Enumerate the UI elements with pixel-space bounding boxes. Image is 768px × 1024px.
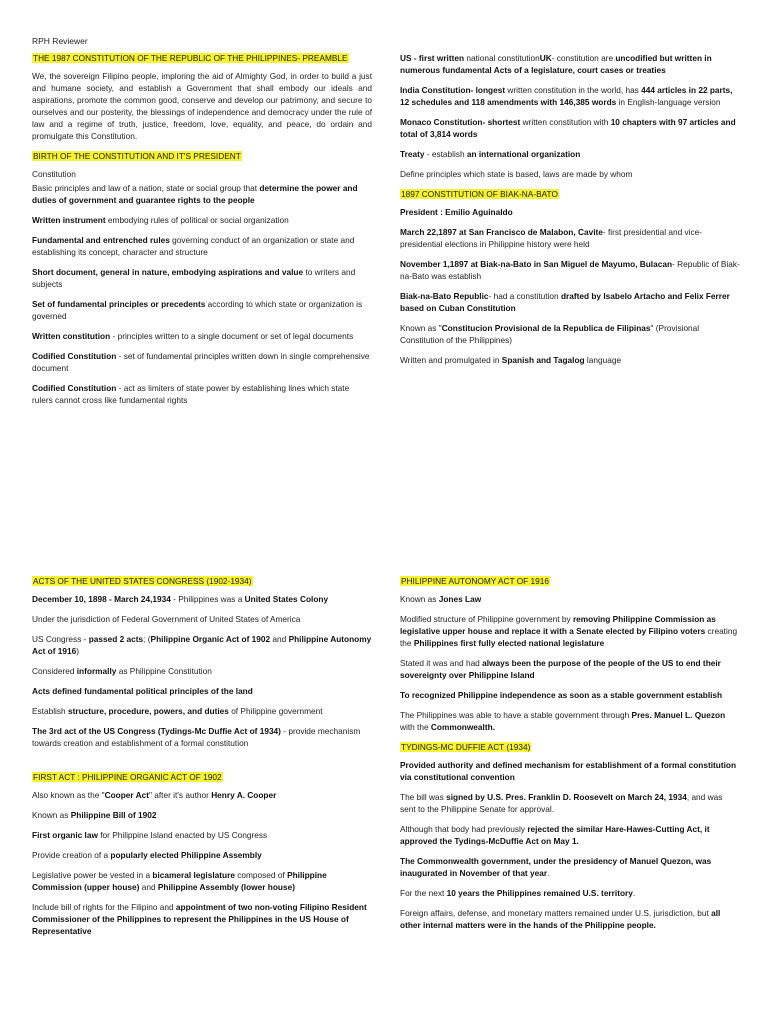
paragraph xyxy=(32,182,372,206)
text-run: to writers and subjects xyxy=(32,267,356,290)
paragraph xyxy=(400,855,740,879)
text-run: Basic principles and law of a nation, state or social group that xyxy=(32,183,260,194)
paragraph xyxy=(32,685,372,697)
highlighted-heading-text: TYDINGS-MC DUFFIE ACT (1934) xyxy=(401,742,531,753)
paragraph xyxy=(400,226,740,250)
bold-text: Spanish and Tagalog xyxy=(501,355,585,366)
text-run: Foreign affairs, defense, and monetary matters remained under U.S. jurisdiction, but xyxy=(400,908,712,919)
paragraph xyxy=(400,593,740,605)
bold-text: Short document, general in nature, embodying aspirations and value xyxy=(32,267,304,278)
paragraph xyxy=(400,290,740,314)
text-run: embodying rules of political or social organization xyxy=(105,215,289,226)
bold-text: Treaty xyxy=(400,149,425,160)
text-run: The Philippines was able to have a stable government through xyxy=(400,710,632,721)
text-run: - set of fundamental principles written down in single comprehensive document xyxy=(32,351,370,374)
bold-text: uncodified but written in numerous fundamental Acts of a legislature, court cases or treaties xyxy=(400,53,712,76)
bold-text: First organic law xyxy=(32,830,98,841)
bold-text: rejected the similar Hare-Hawes-Cutting Act, it approved the Tydings-McDuffie Act on May 1. xyxy=(400,824,710,847)
bold-text: Set of fundamental principles or precedents xyxy=(32,299,206,310)
text-run: For the next xyxy=(400,888,447,899)
text-run: - had a constitution xyxy=(488,291,561,302)
bold-text: Philippine Commission (upper house) xyxy=(32,870,327,893)
text-run: and xyxy=(139,882,158,893)
bold-text: popularly elected Philippine Assembly xyxy=(110,850,262,861)
text-run: Known as xyxy=(400,594,439,605)
highlighted-heading-text: PHILIPPINE AUTONOMY ACT OF 1916 xyxy=(401,576,550,586)
bold-text: 10 years the Philippines remained U.S. territory xyxy=(446,888,633,899)
paragraph xyxy=(400,116,740,140)
paragraph xyxy=(32,382,372,406)
highlighted-heading-text: FIRST ACT : PHILIPPINE ORGANIC ACT OF 1902 xyxy=(33,772,222,783)
bold-text: March 22,1897 at San Francisco de Malabon, Cavite xyxy=(400,227,603,238)
text-run: . xyxy=(547,868,550,879)
text-run: written constitution with xyxy=(520,117,611,128)
text-run: US Congress - xyxy=(32,634,89,645)
bold-text: informally xyxy=(76,666,117,677)
bold-text: India Constitution- longest xyxy=(400,85,506,96)
bold-text: US - first written xyxy=(400,53,465,63)
paragraph xyxy=(32,168,372,180)
bold-text: signed by U.S. Pres. Franklin D. Roosevelt on March 24, 1934 xyxy=(446,792,687,803)
paragraph xyxy=(400,823,740,847)
bold-text: December 10, 1898 - March 24,1934 xyxy=(32,594,171,605)
text-run: , and was sent to the Philippine Senate for approval. xyxy=(400,792,723,815)
text-run: Provide creation of a xyxy=(32,850,111,861)
paragraph xyxy=(400,689,740,701)
section-heading xyxy=(400,741,740,753)
text-run: governing conduct of an organization or state and establishing its concept, character and structure xyxy=(32,235,355,258)
text-run: ) xyxy=(76,646,80,657)
text-run: Establish xyxy=(32,706,68,717)
section-heading xyxy=(32,771,372,783)
text-run: Known as " xyxy=(400,323,442,334)
text-run: creating the xyxy=(400,626,738,649)
paragraph xyxy=(32,849,372,861)
bold-text: The Commonwealth government, under the presidency of Manuel Quezon, was inaugurated in November of that year xyxy=(400,856,712,879)
paragraph xyxy=(400,791,740,815)
text-run: of Philippine government xyxy=(228,706,323,717)
section-heading xyxy=(32,575,372,587)
text-run: in English-language version xyxy=(616,97,721,108)
bold-text: Codified Constitution xyxy=(32,351,117,362)
paragraph xyxy=(32,330,372,342)
text-run: Considered xyxy=(32,666,77,677)
text-run: Define principles which state is based, laws are made by whom xyxy=(400,169,633,180)
text-run: - establish xyxy=(424,149,467,160)
text-run: language xyxy=(584,355,622,366)
text-run: and xyxy=(270,634,289,645)
paragraph xyxy=(400,258,740,282)
column-top-left xyxy=(32,52,372,414)
bold-text: UK xyxy=(539,53,552,63)
text-run: Also known as the " xyxy=(32,790,105,801)
bold-text: Philippine Autonomy Act of 1916 xyxy=(32,634,372,657)
text-run: - Republic of Biak-na-Bato was establish xyxy=(400,259,740,282)
text-run: Include bill of rights for the Filipino and xyxy=(32,902,176,913)
bold-text: appointment of two non-voting Filipino Resident Commissioner of the Philippines to represent the Philippines in the US House of Representative xyxy=(32,902,367,937)
paragraph xyxy=(400,84,740,108)
bold-text: drafted by Isabelo Artacho and Felix Ferrer based on Cuban Constitution xyxy=(400,291,730,314)
text-run: for Philippine Island enacted by US Congress xyxy=(97,830,268,841)
text-run: We, the sovereign Filipino people, imploring the aid of Almighty God, in order to build a just and humane society, and establish a Government that shall embody our ideals and aspirations, promote the common good, conserve and develop our patrimony, and secure to ourselves and our posterity, the blessings of independence and democracy under the rule of law and a regime of truth, justice, freedom, love, equality, and peace, do ordain and promulgate this Constitution. xyxy=(32,71,372,142)
paragraph xyxy=(32,901,372,937)
document-title: RPH Reviewer xyxy=(32,36,88,46)
section-heading xyxy=(400,188,740,200)
bold-text: passed 2 acts xyxy=(88,634,144,645)
highlighted-heading-text: THE 1987 CONSTITUTION OF THE REPUBLIC OF THE PHILIPPINES- PREAMBLE xyxy=(33,53,348,63)
text-run: - first presidential and vice-presidential elections in Philippine history were held xyxy=(400,227,703,250)
bold-text: Philippine Bill of 1902 xyxy=(70,810,157,821)
bold-text: President : Emilio Aguinaldo xyxy=(400,207,513,218)
bold-text: Codified Constitution xyxy=(32,383,117,394)
bold-text: Cooper Act xyxy=(104,790,149,801)
paragraph xyxy=(32,350,372,374)
paragraph xyxy=(32,633,372,657)
paragraph xyxy=(32,234,372,258)
bold-text: an international organization xyxy=(466,149,581,160)
bold-text: Written instrument xyxy=(32,215,106,226)
paragraph xyxy=(400,613,740,649)
text-run: - Philippines was a xyxy=(170,594,245,605)
text-run: ; ( xyxy=(143,634,151,645)
text-run: " (Provisional Constitution of the Philippines) xyxy=(400,323,700,346)
section-heading xyxy=(400,575,740,587)
text-run: " after it's author xyxy=(149,790,212,801)
section-heading xyxy=(32,150,372,162)
paragraph xyxy=(32,665,372,677)
paragraph xyxy=(400,887,740,899)
text-run: Under the jurisdiction of Federal Government of United States of America xyxy=(32,614,301,625)
bold-text: Henry A. Cooper xyxy=(211,790,277,801)
paragraph xyxy=(32,869,372,893)
bold-text: all other internal matters were in the hands of the Philippine people. xyxy=(400,908,721,931)
text-run: - constitution are xyxy=(551,53,616,63)
bold-text: Fundamental and entrenched rules xyxy=(32,235,170,246)
text-run: composed of xyxy=(234,870,288,881)
paragraph xyxy=(400,907,740,931)
highlighted-heading-text: ACTS OF THE UNITED STATES CONGRESS (1902-1934) xyxy=(33,576,252,586)
text-run: Stated it was and had xyxy=(400,658,483,669)
highlighted-heading-text: 1897 CONSTITUTION OF BIAK-NA-BATO xyxy=(401,189,558,200)
text-run: Constitution xyxy=(32,169,76,180)
bold-text: The 3rd act of the US Congress (Tydings-Mc Duffie Act of 1934) xyxy=(32,726,281,737)
paragraph xyxy=(400,322,740,346)
bold-text: always been the purpose of the people of the US to end their sovereignty over Philippine Island xyxy=(400,658,721,681)
paragraph xyxy=(400,759,740,783)
paragraph xyxy=(400,148,740,160)
text-run: The bill was xyxy=(400,792,447,803)
text-run: as Philippine Constitution xyxy=(116,666,212,677)
text-run: Modified structure of Philippine government by xyxy=(400,614,573,625)
paragraph xyxy=(400,168,740,180)
paragraph xyxy=(32,593,372,605)
paragraph xyxy=(400,52,740,76)
bold-text: United States Colony xyxy=(244,594,329,605)
paragraph xyxy=(32,266,372,290)
text-run: according to which state or organization is governed xyxy=(32,299,363,322)
bold-text: Jones Law xyxy=(438,594,482,605)
bold-text: Acts defined fundamental political principles of the land xyxy=(32,686,253,697)
text-run: written constitution in the world, has xyxy=(505,85,642,96)
bold-text: Philippines first fully elected national legislature xyxy=(413,638,605,649)
bold-text: To recognized Philippine independence as soon as a stable government establish xyxy=(400,690,723,701)
column-bottom-right xyxy=(400,575,740,939)
column-bottom-left xyxy=(32,575,372,945)
bold-text: 10 chapters with 97 articles and total of 3,814 words xyxy=(400,117,736,140)
paragraph xyxy=(400,709,740,733)
text-run: Legislative power be vested in a xyxy=(32,870,153,881)
text-run: - act as limiters of state power by establishing lines which state rulers cannot cross like fundamental rights xyxy=(32,383,350,406)
text-run: Written and promulgated in xyxy=(400,355,502,366)
text-run: Known as xyxy=(32,810,71,821)
bold-text: Constitucion Provisional de la Republica de Filipinas xyxy=(441,323,651,334)
paragraph xyxy=(32,725,372,749)
paragraph xyxy=(400,657,740,681)
bold-text: Philippine Assembly (lower house) xyxy=(157,882,295,893)
paragraph xyxy=(32,613,372,625)
section-heading xyxy=(32,52,372,64)
paragraph xyxy=(400,354,740,366)
text-run: with the xyxy=(400,722,431,733)
text-run: Although that body had previously xyxy=(400,824,528,835)
bold-text: Monaco Constitution- shortest xyxy=(400,117,521,128)
paragraph xyxy=(400,206,740,218)
column-top-right xyxy=(400,52,740,374)
bold-text: Written constitution xyxy=(32,331,111,342)
paragraph xyxy=(32,829,372,841)
bold-text: Philippine Organic Act of 1902 xyxy=(150,634,271,645)
paragraph xyxy=(32,809,372,821)
bold-text: November 1,1897 at Biak-na-Bato in San Miguel de Mayumo, Bulacan xyxy=(400,259,673,270)
bold-text: determine the power and duties of government and guarantee rights to the people xyxy=(32,183,358,206)
bold-text: Commonwealth. xyxy=(430,722,495,733)
paragraph xyxy=(32,70,372,142)
bold-text: 444 articles in 22 parts, 12 schedules and 118 amendments with 146,385 words xyxy=(400,85,733,108)
bold-text: bicameral legislature xyxy=(152,870,235,881)
paragraph xyxy=(32,705,372,717)
bold-text: Provided authority and defined mechanism for establishment of a formal constitution via constitutional convention xyxy=(400,760,737,783)
bold-text: structure, procedure, powers, and duties xyxy=(67,706,229,717)
highlighted-heading-text: BIRTH OF THE CONSTITUTION AND IT'S PRESIDENT xyxy=(33,151,241,162)
paragraph xyxy=(32,789,372,801)
bold-text: Biak-na-Bato Republic xyxy=(400,291,489,302)
text-run: national constitution xyxy=(464,53,540,63)
paragraph xyxy=(32,298,372,322)
paragraph xyxy=(32,214,372,226)
section-spacer xyxy=(32,757,372,771)
text-run: - principles written to a single document or set of legal documents xyxy=(110,331,354,342)
bold-text: removing Philippine Commission as legislative upper house and replace it with a Senate elected by Filipino voters xyxy=(400,614,716,637)
bold-text: Pres. Manuel L. Quezon xyxy=(631,710,726,721)
text-run: . xyxy=(632,888,636,899)
text-run: - provide mechanism towards creation and establishment of a formal constitution xyxy=(32,726,361,749)
